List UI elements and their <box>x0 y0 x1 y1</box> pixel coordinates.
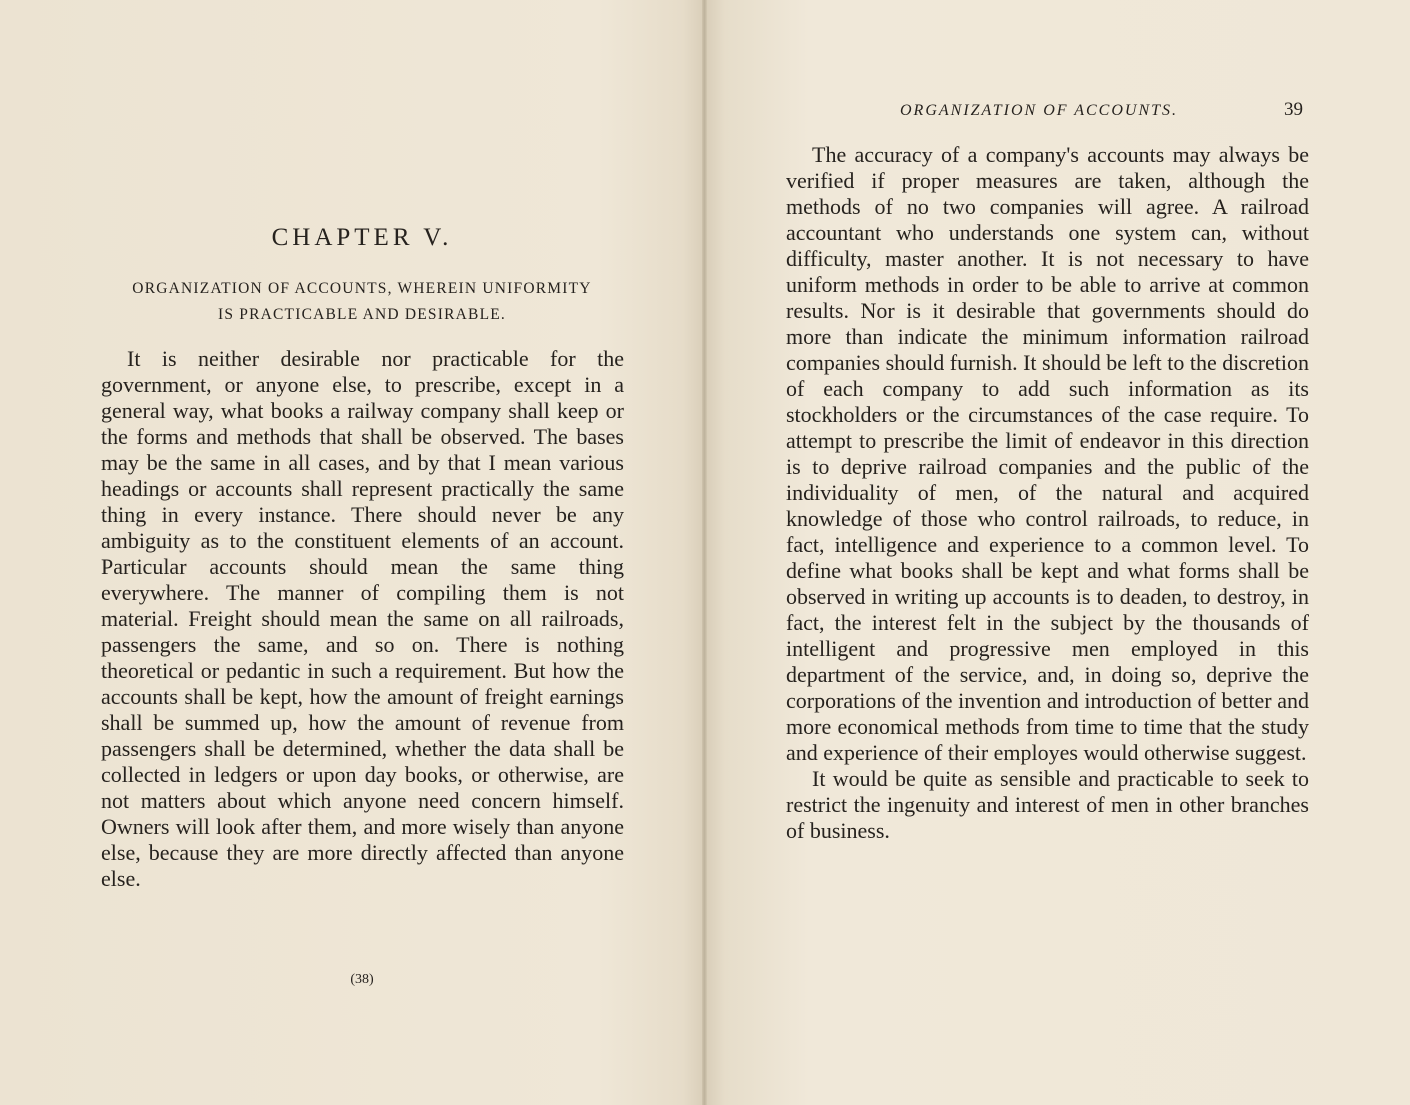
left-page-body <box>101 346 624 892</box>
running-head: ORGANIZATION OF ACCOUNTS. <box>900 102 1179 119</box>
chapter-title: CHAPTER V. <box>271 224 453 251</box>
right-paragraph-1: The accuracy of a company's accounts may always be verified if proper measures are taken, although the methods of no two companies will agree. A railroad accountant who understands one system can, without difficulty, master another. It is not necessary to have uniform methods in order to be able to arrive at common results. Nor is it desirable that governments should do more than indicate the minimum information railroad companies should furnish. It should be left to the discretion of each company to add such information as its stockholders or the circumstances of the case require. To attempt to prescribe the limit of endeavor in this direction is to deprive railroad companies and the public of the individuality of men, of the natural and acquired knowledge of those who control railroads, to reduce, in fact, intelligence and experience to a common level. To define what books shall be kept and what forms shall be observed in writing up accounts is to deaden, to destroy, in fact, the interest felt in the subject by the thousands of intelligent and progressive men employed in this department of the service, and, in doing so, deprive the corporations of the invention and introduction of better and more economical methods from time to time that the study and experience of their employes would otherwise suggest. <box>786 142 1310 765</box>
book-gutter <box>702 0 707 1105</box>
right-page-body <box>786 142 1309 844</box>
left-page-number: (38) <box>350 972 374 987</box>
right-paragraph-2: It would be quite as sensible and practicable to seek to restrict the ingenuity and interest of men in other branches of business. <box>786 766 1309 843</box>
left-page <box>0 0 704 1105</box>
chapter-subtitle-line-2: IS PRACTICABLE AND DESIRABLE. <box>218 306 506 323</box>
chapter-subtitle-line-1: ORGANIZATION OF ACCOUNTS, WHEREIN UNIFORMITY <box>132 280 592 297</box>
chapter-subtitle <box>100 276 624 328</box>
right-page-number: 39 <box>1284 99 1303 120</box>
left-paragraph: It is neither desirable nor practicable for the government, or anyone else, to prescribe, except in a general way, what books a railway company shall keep or the forms and methods that shall be observed. The bases may be the same in all cases, and by that I mean various headings or accounts shall represent practically the same thing in every instance. There should never be any ambiguity as to the constituent elements of an account. Particular accounts should mean the same thing everywhere. The manner of compiling them is not material. Freight should mean the same on all railroads, passengers the same, and so on. There is nothing theoretical or pedantic in such a requirement. But how the accounts shall be kept, how the amount of freight earnings shall be summed up, how the amount of revenue from passengers shall be determined, whether the data shall be collected in ledgers or upon day books, or otherwise, are not matters about which anyone need concern himself. Owners will look after them, and more wisely than anyone else, because they are more directly affected than anyone else. <box>101 346 624 891</box>
